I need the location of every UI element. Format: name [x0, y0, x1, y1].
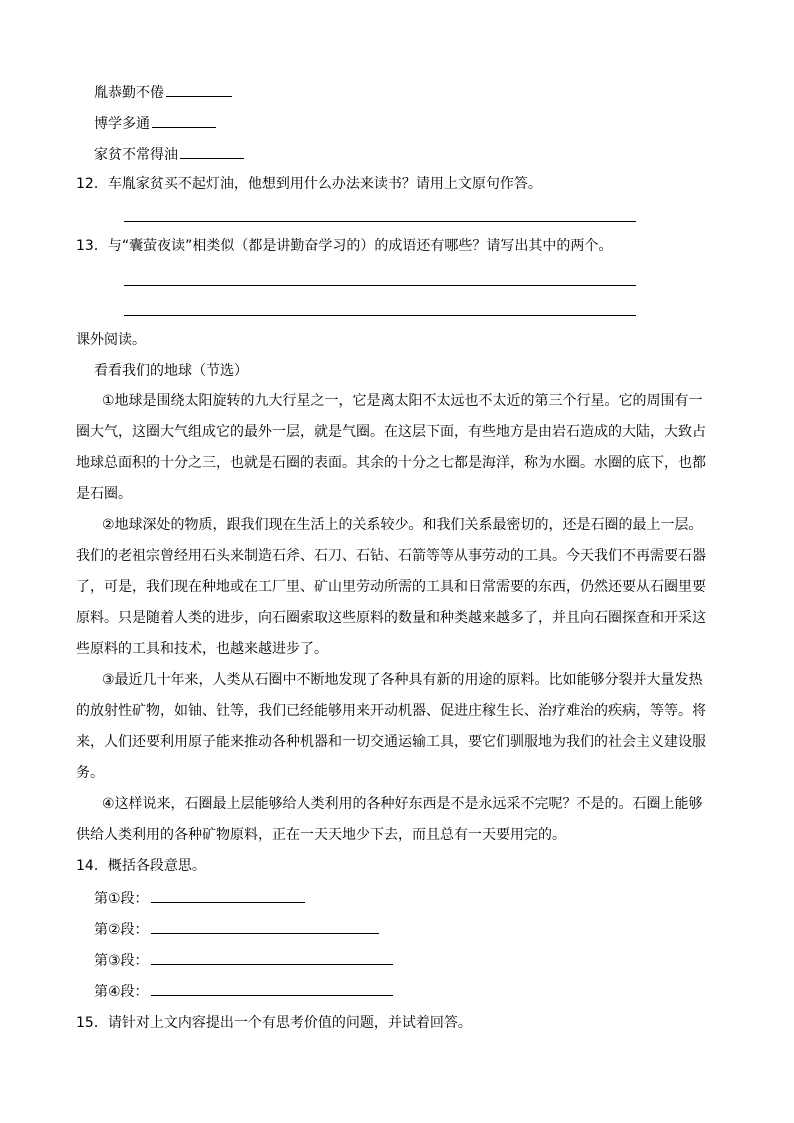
answer-blank[interactable]	[166, 82, 232, 97]
summary-label: 第①段：	[94, 891, 149, 907]
paragraph-2-line-1: ②地球深处的物质，跟我们现在生活上的关系较少。和我们关系最密切的，还是石圈的最上一层。	[102, 517, 703, 533]
question-13: 13．与“囊萤夜读”相类似（都是讲勤奋学习的）的成语还有哪些？请写出其中的两个。	[76, 238, 613, 254]
paragraph-3-line-1: ③最近几十年来，人类从石圈中不断地发现了各种具有新的用途的原料。比如能够分裂并大量发热	[102, 672, 703, 688]
paragraph-3-line-4: 务。	[76, 765, 104, 781]
article-title: 看看我们的地球（节选）	[94, 363, 248, 379]
question-12: 12．车胤家贫买不起灯油，他想到用什么办法来读书？请用上文原句作答。	[76, 176, 542, 192]
fill-item-text: 家贫不常得油	[94, 147, 178, 163]
answer-blank[interactable]	[151, 888, 305, 903]
summary-item-2	[94, 919, 379, 939]
fill-item-text: 胤恭勤不倦	[94, 85, 164, 101]
paragraph-4-line-2: 供给人类利用的各种矿物原料，正在一天天地少下去，而且总有一天要用完的。	[76, 827, 566, 843]
answer-blank[interactable]	[151, 981, 393, 996]
paragraph-3-line-3: 来，人们还要利用原子能来推动各种机器和一切交通运输工具，要它们驯服地为我们的社会主义建设服	[76, 734, 706, 750]
summary-item-4	[94, 981, 393, 1001]
answer-blank[interactable]	[180, 144, 244, 159]
paragraph-1-line-1: ①地球是围绕太阳旋转的九大行星之一，它是离太阳不太远也不太近的第三个行星。它的周围有一	[102, 393, 703, 409]
question-14: 14．概括各段意思。	[76, 858, 206, 874]
fill-item-text: 博学多通	[94, 116, 150, 132]
paragraph-1-line-3: 地球总面积的十分之三，也就是石圈的表面。其余的十分之七都是海洋，称为水圈。水圈的底下，也都	[76, 455, 706, 471]
answer-line-q12[interactable]	[124, 221, 636, 222]
summary-item-3	[94, 950, 393, 970]
paragraph-2-line-2: 我们的老祖宗曾经用石头来制造石斧、石刀、石钻、石箭等等从事劳动的工具。今天我们不再需要石器	[76, 548, 706, 564]
paragraph-1-line-4: 是石圈。	[76, 486, 132, 502]
fill-item-3	[94, 144, 244, 164]
summary-label: 第④段：	[94, 984, 149, 1000]
section-label: 课外阅读。	[76, 332, 146, 348]
summary-item-1	[94, 888, 305, 908]
paragraph-3-line-2: 的放射性矿物，如铀、钍等，我们已经能够用来开动机器、促进庄稼生长、治疗难治的疾病，等等。将	[76, 703, 706, 719]
answer-blank[interactable]	[151, 950, 393, 965]
paragraph-2-line-3: 了，可是，我们现在种地或在工厂里、矿山里劳动所需的工具和日常需要的东西，仍然还要从石圈里要	[76, 579, 706, 595]
fill-item-2	[94, 113, 216, 133]
summary-label: 第③段：	[94, 953, 149, 969]
answer-blank[interactable]	[151, 919, 379, 934]
paragraph-4-line-1: ④这样说来，石圈最上层能够给人类利用的各种好东西是不是永远采不完呢？不是的。石圈上能够	[102, 796, 703, 812]
summary-label: 第②段：	[94, 922, 149, 938]
question-15: 15．请针对上文内容提出一个有思考价值的问题，并试着回答。	[76, 1015, 472, 1031]
paragraph-1-line-2: 圈大气，这圈大气组成它的最外一层，就是气圈。在这层下面，有些地方是由岩石造成的大陆，大致占	[76, 424, 706, 440]
answer-line-q13-1[interactable]	[124, 285, 636, 286]
answer-blank[interactable]	[152, 113, 216, 128]
paragraph-2-line-4: 原料。只是随着人类的进步，向石圈索取这些原料的数量和种类越来越多了，并且向石圈探查和开采这	[76, 610, 706, 626]
fill-item-1	[94, 82, 232, 102]
paragraph-2-line-5: 些原料的工具和技术，也越来越进步了。	[76, 641, 328, 657]
answer-line-q13-2[interactable]	[124, 315, 636, 316]
